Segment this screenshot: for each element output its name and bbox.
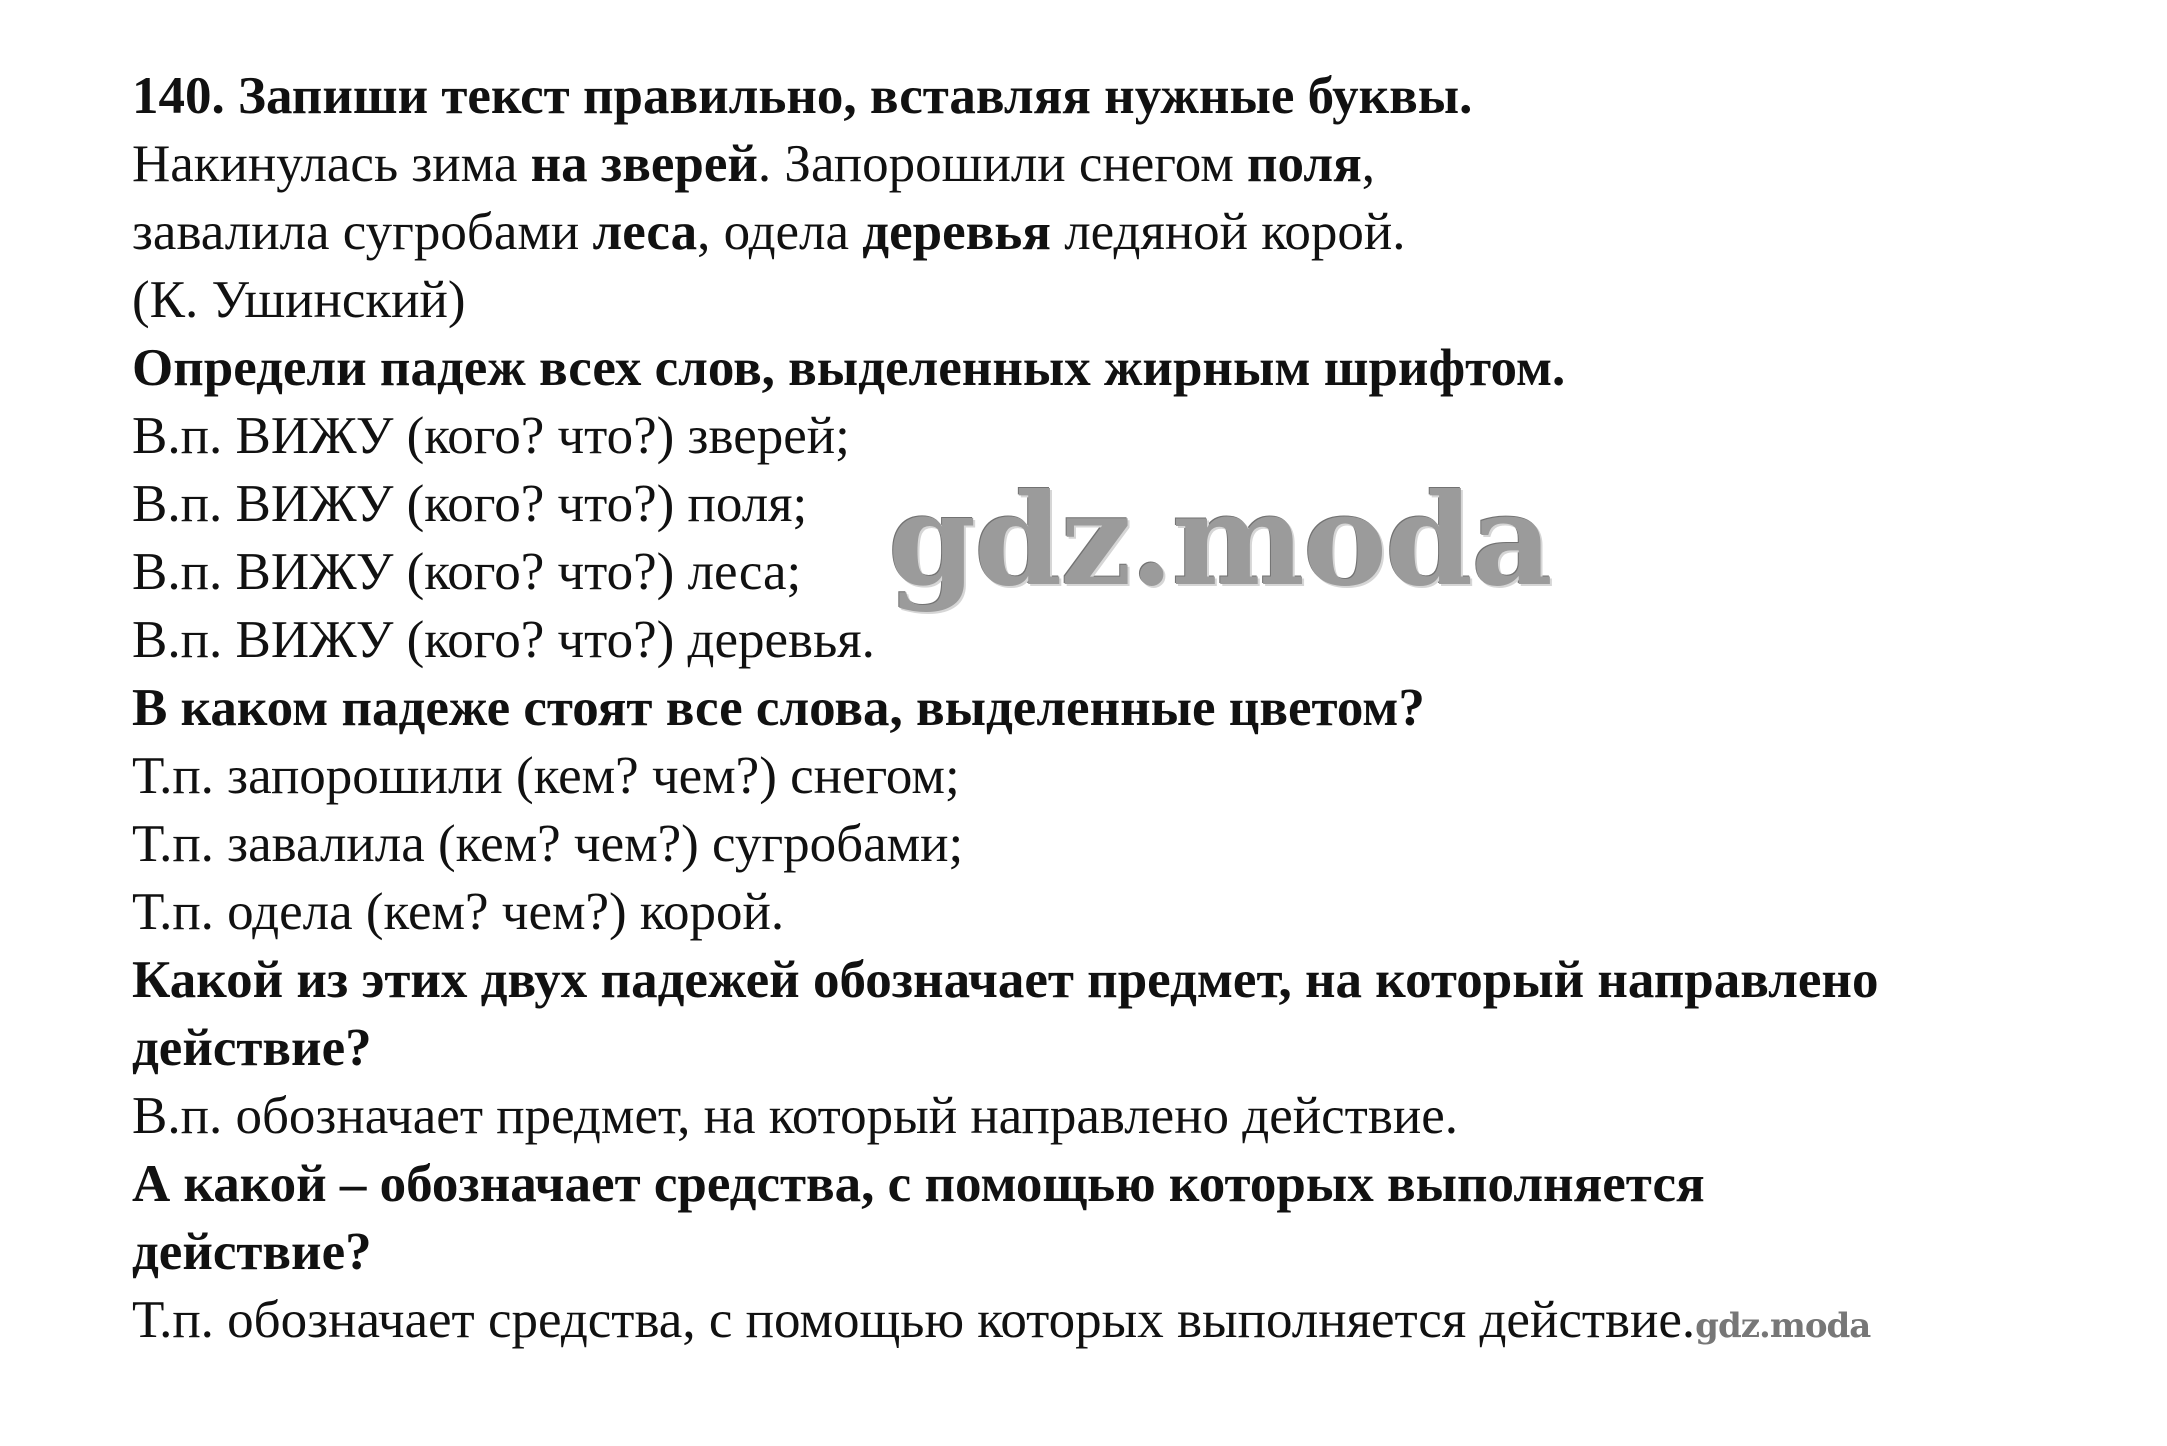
text-fragment: Накинулась зима — [132, 135, 531, 193]
text-fragment: . Запорошили снегом — [757, 135, 1247, 193]
text-fragment: , одела — [697, 203, 863, 261]
bold-word-zverei: на зверей — [530, 135, 758, 193]
text-fragment: завалила сугробами — [132, 203, 593, 261]
text-fragment: , — [1361, 135, 1375, 193]
task1-question: Определи падеж всех слов, выделенных жирным шрифтом. — [132, 339, 1566, 397]
task4-question-line-1: А какой – обозначает средства, с помощью которых выполняется — [132, 1155, 1705, 1213]
document-page — [132, 62, 2122, 1360]
bold-word-derevya: деревья — [862, 203, 1051, 261]
task1-answer-3: В.п. ВИЖУ (кого? что?) леса; — [132, 543, 802, 601]
task2-question: В каком падеже стоят все слова, выделенные цветом? — [132, 679, 1425, 737]
exercise-title: 140. Запиши текст правильно, вставляя нужные буквы. — [132, 67, 1473, 125]
text-fragment: ледяной корой. — [1050, 203, 1406, 261]
task1-answer-4: В.п. ВИЖУ (кого? что?) деревья. — [132, 611, 875, 669]
bold-word-polya: поля — [1247, 135, 1362, 193]
task1-answer-1: В.п. ВИЖУ (кого? что?) зверей; — [132, 407, 850, 465]
bold-word-lesa: леса — [592, 203, 698, 261]
task2-answer-2: Т.п. завалила (кем? чем?) сугробами; — [132, 815, 964, 873]
task4-answer-line — [132, 1286, 2122, 1360]
exercise-text-line-2 — [132, 198, 2122, 266]
task3-question-line-2: действие? — [132, 1019, 372, 1077]
watermark-large: gdz.moda — [888, 466, 1551, 614]
exercise-text-line-1 — [132, 130, 2122, 198]
task2-answer-3: Т.п. одела (кем? чем?) корой. — [132, 883, 785, 941]
task2-answer-1: Т.п. запорошили (кем? чем?) снегом; — [132, 747, 960, 805]
watermark-small: gdz.moda — [1695, 1306, 1871, 1346]
exercise-author: (К. Ушинский) — [132, 271, 466, 329]
task1-answer-2: В.п. ВИЖУ (кого? что?) поля; — [132, 475, 808, 533]
task3-question-line-1: Какой из этих двух падежей обозначает предмет, на который направлено — [132, 951, 1879, 1009]
task4-answer: Т.п. обозначает средства, с помощью которых выполняется действие. — [132, 1291, 1696, 1349]
task3-answer: В.п. обозначает предмет, на который направлено действие. — [132, 1087, 1459, 1145]
task4-question-line-2: действие? — [132, 1223, 372, 1281]
